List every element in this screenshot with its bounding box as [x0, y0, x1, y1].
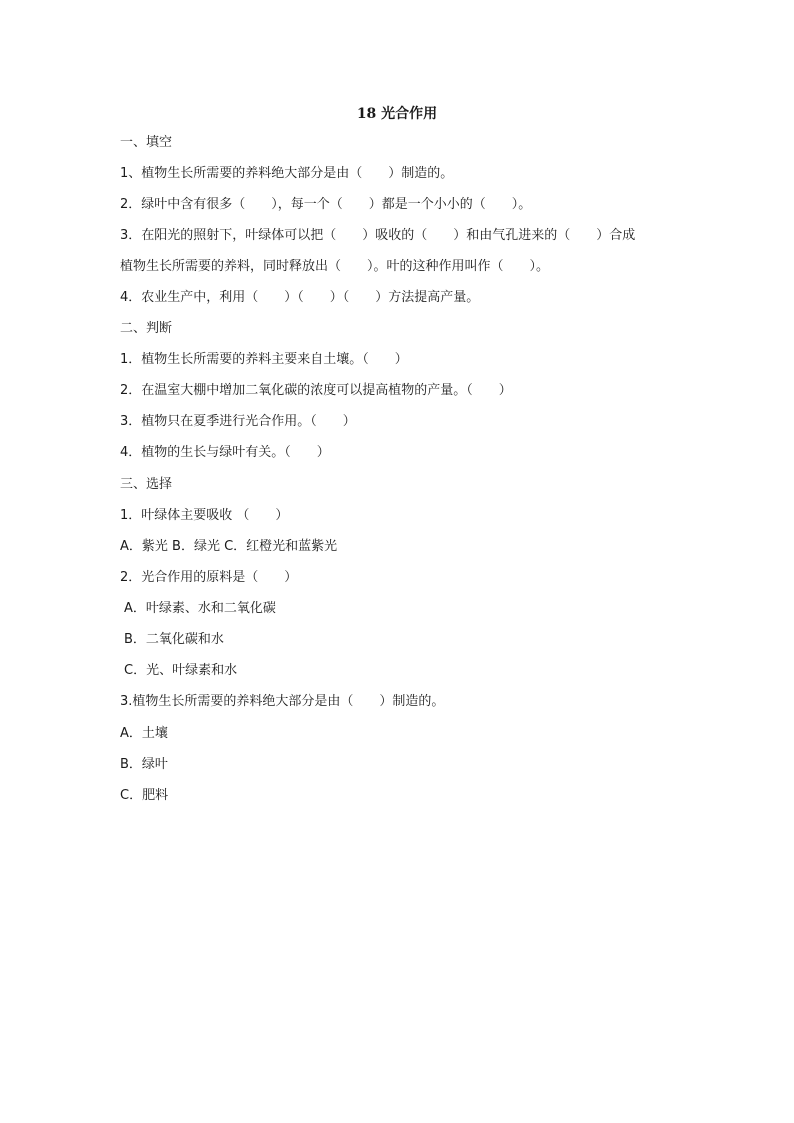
- question-line: 1、植物生长所需要的养料绝大部分是由（ ）制造的。: [120, 166, 454, 181]
- answer-option: A．叶绿素、水和二氧化碳: [124, 601, 276, 616]
- question-line: 1．植物生长所需要的养料主要来自土壤。（ ）: [120, 352, 408, 367]
- question-line: 3．植物只在夏季进行光合作用。（ ）: [120, 414, 356, 429]
- question-line: 3.植物生长所需要的养料绝大部分是由（ ）制造的。: [120, 694, 445, 709]
- answer-options: A．紫光 B．绿光 C．红橙光和蓝紫光: [120, 539, 338, 554]
- question-line: 4．植物的生长与绿叶有关。（ ）: [120, 445, 330, 460]
- answer-option: C．肥料: [120, 788, 169, 803]
- question-line: 2．在温室大棚中增加二氧化碳的浓度可以提高植物的产量。（ ）: [120, 383, 512, 398]
- question-line: 2．绿叶中含有很多（ ），每一个（ ）都是一个小小的（ ）。: [120, 197, 532, 212]
- question-line: 植物生长所需要的养料，同时释放出（ ）。叶的这种作用叫作（ ）。: [120, 259, 550, 274]
- section-heading-choice: 三、选择: [120, 477, 173, 492]
- question-line: 3．在阳光的照射下，叶绿体可以把（ ）吸收的（ ）和由气孔进来的（ ）合成: [120, 228, 636, 243]
- question-line: 1．叶绿体主要吸收 （ ）: [120, 508, 289, 523]
- answer-option: A．土壤: [120, 726, 168, 741]
- document-title: 18 光合作用: [356, 106, 438, 122]
- answer-option: B．二氧化碳和水: [124, 632, 224, 647]
- answer-option: C．光、叶绿素和水: [124, 663, 238, 678]
- section-heading-fill-blank: 一、填空: [120, 135, 173, 150]
- answer-option: B．绿叶: [120, 757, 168, 772]
- question-line: 2．光合作用的原料是（ ）: [120, 570, 298, 585]
- question-line: 4．农业生产中，利用（ ）（ ）（ ）方法提高产量。: [120, 290, 480, 305]
- section-heading-judgment: 二、判断: [120, 321, 173, 336]
